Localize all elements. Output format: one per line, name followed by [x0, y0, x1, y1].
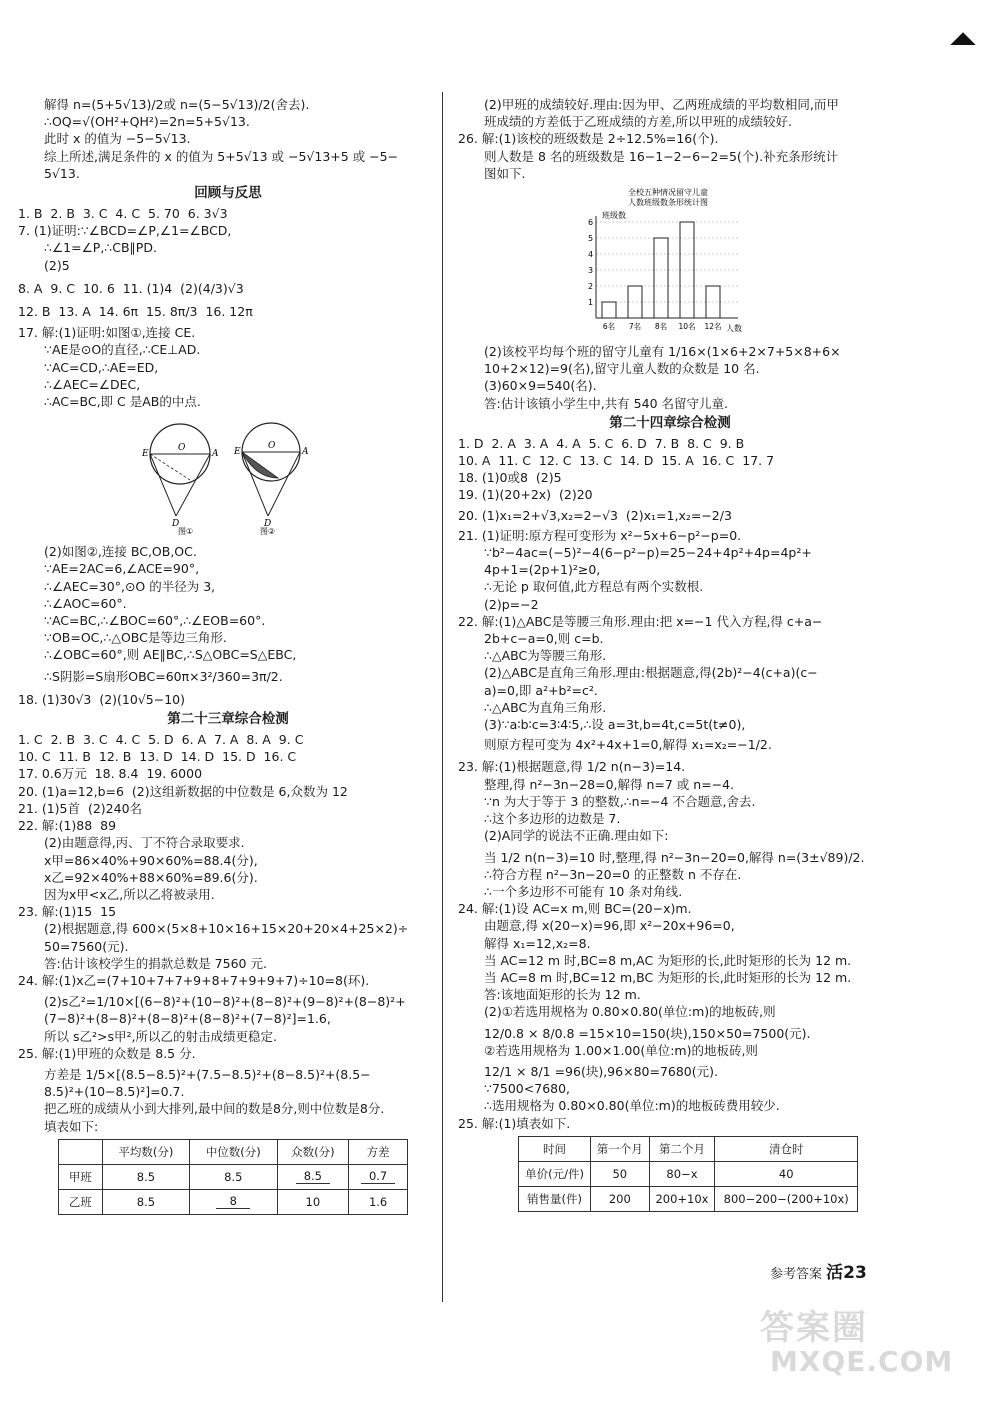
text-line: ∵AC=CD,∴AE=ED, [44, 359, 159, 375]
text-line: 解得 n=(5+5√13)/2或 n=(5−5√13)/2(舍去). [44, 97, 310, 112]
text-line: (2)根据题意,得 600×(5×8+10×16+15×20+20×4+25×2)÷ [44, 921, 409, 937]
text-line: ∴∠AOC=60°. [44, 595, 127, 611]
text-line: 20. (1)a=12,b=6 (2)这组新数据的中位数是 6,众数为 12 [18, 783, 348, 799]
point-label: A [302, 447, 309, 458]
right-column [458, 96, 882, 1212]
table-cell: 销售量(件) [519, 1186, 591, 1211]
text-line: x甲=86×40%+90×60%=88.4(分), [44, 852, 258, 868]
text-line: 17. 解:(1)证明:如图①,连接 CE. [18, 325, 196, 341]
table-header-cell: 清仓时 [715, 1136, 858, 1161]
text-line: 7. (1)证明:∵∠BCD=∠P,∠1=∠BCD, [18, 223, 232, 239]
text-line: 则原方程可变为 4x²+4x+1=0,解得 x₁=x₂=−1/2. [484, 737, 772, 753]
text-line: 图如下. [484, 165, 526, 181]
text-line: 25. 解:(1)甲班的众数是 8.5 分. [18, 1045, 196, 1061]
text-line: ∴∠AEC=∠DEC, [44, 376, 141, 392]
point-label: O [268, 441, 276, 452]
text-line: (2)①若选用规格为 0.80×0.80(单位:m)的地板砖,则 [484, 1004, 776, 1020]
table-row [59, 1164, 408, 1189]
bar [680, 222, 694, 318]
point-label: A [212, 449, 219, 460]
table-row [519, 1186, 858, 1211]
text-line: ∴∠OBC=60°,则 AE∥BC,∴S△OBC=S△EBC, [44, 647, 297, 663]
text-line: (3)60×9=540(名). [484, 378, 597, 394]
y-tick-label: 2 [588, 282, 594, 292]
text-line: 此时 x 的值为 −5−5√13. [44, 131, 191, 147]
left-block-1 [18, 96, 438, 182]
text-line: 17. 0.6万元 18. 8.4 19. 6000 [18, 766, 203, 782]
bar [654, 238, 668, 318]
class-score-table [58, 1139, 408, 1215]
text-line: (2)5 [44, 257, 70, 273]
table-header-cell: 平均数(分) [102, 1139, 189, 1164]
text-line: ∵AE是⊙O的直径,∴CE⊥AD. [44, 342, 201, 358]
text-line: (2)A同学的说法不正确.理由如下: [484, 828, 669, 844]
footer-label: 参考答案 [770, 1267, 823, 1282]
table-header-cell: 第一个月 [591, 1136, 649, 1161]
text-line: ∴符合方程 n²−3n−20=0 的正整数 n 不存在. [484, 866, 742, 882]
table-header-cell: 中位数(分) [190, 1139, 277, 1164]
text-line: ∴∠1=∠P,∴CB∥PD. [44, 240, 157, 256]
text-line: 23. 解:(1)15 15 [18, 904, 117, 920]
text-line: 22. 解:(1)88 89 [18, 818, 117, 834]
text-line: ∵n 为大于等于 3 的整数,∴n=−4 不合题意,舍去. [484, 793, 756, 809]
text-line: 1. D 2. A 3. A 4. A 5. C 6. D 7. B 8. C 9. B [458, 435, 745, 451]
text-line: ∵AC=BC,∴∠BOC=60°,∴∠EOB=60°. [44, 613, 266, 629]
text-line: 1. C 2. B 3. C 4. C 5. D 6. A 7. A 8. A 9. C [18, 732, 304, 748]
text-line: 因为x甲<x乙,所以乙将被录用. [44, 886, 215, 902]
text-line: ∵AE=2AC=6,∠ACE=90°, [44, 561, 200, 577]
text-line: ∴选用规格为 0.80×0.80(单位:m)的地板砖费用较少. [484, 1098, 780, 1114]
text-line: 21. (1)证明:原方程可变形为 x²−5x+6−p²−p=0. [458, 527, 742, 543]
bars-group [588, 218, 738, 331]
right-block-1 [458, 96, 882, 182]
text-line: 当 AC=8 m 时,BC=12 m,BC 为矩形的长,此时矩形的长为 12 m. [484, 969, 852, 985]
text-line: 12/0.8 × 8/0.8 =15×10=150(块),150×50=7500(元). [484, 1025, 811, 1041]
text-line: ∴这个多边形的边数是 7. [484, 811, 621, 827]
section-heading: 第二十四章综合检测 [609, 414, 731, 431]
text-line: 24. 解:(1)x乙=(7+10+7+7+9+8+7+9+9+7)÷10=8(环). [18, 972, 370, 988]
text-line: 整理,得 n²−3n−28=0,解得 n=7 或 n=−4. [484, 776, 735, 792]
text-line: 18. (1)0或8 (2)5 [458, 470, 562, 486]
text-line: (2)△ABC是直角三角形.理由:根据题意,得(2b)²−4(c+a)(c− [484, 665, 818, 681]
figure-caption: 图② [260, 527, 276, 537]
table-row [519, 1161, 858, 1186]
text-line: ∵b²−4ac=(−5)²−4(6−p²−p)=25−24+4p²+4p=4p²+ [484, 545, 812, 561]
text-line: 22. 解:(1)△ABC是等腰三角形.理由:把 x=−1 代入方程,得 c+a− [458, 613, 823, 629]
table-cell: 甲班 [59, 1164, 103, 1189]
text-line: 18. (1)30√3 (2)(10√5−10) [18, 691, 185, 707]
left-block-4 [18, 731, 438, 1135]
text-line: 则人数是 8 名的班级数是 16−1−2−6−2=5(个).补充条形统计 [484, 148, 839, 164]
text-line: 1. B 2. B 3. C 4. C 5. 70 6. 3√3 [18, 206, 228, 222]
text-line: 8. A 9. C 10. 6 11. (1)4 (2)(4/3)√3 [18, 280, 244, 296]
text-line: ∴AC=BC,即 C 是AB的中点. [44, 394, 201, 410]
text-line: ∴△ABC为等腰三角形. [484, 648, 607, 664]
text-line: 5√13. [44, 165, 80, 181]
text-line: 10. C 11. B 12. B 13. D 14. D 15. D 16. C [18, 749, 297, 765]
text-line: 8.5)²+(10−8.5)²]=0.7. [44, 1084, 185, 1100]
text-line: 26. 解:(1)该校的班级数是 2÷12.5%=16(个). [458, 131, 719, 147]
text-line: 由题意,得 x(20−x)=96,即 x²−20x+96=0, [484, 918, 735, 934]
filled-answer: 8 [216, 1194, 250, 1209]
table-cell: 乙班 [59, 1189, 103, 1214]
text-line: (7−8)²+(8−8)²+(8−8)²+(8−8)²+(7−8)²]=1.6, [44, 1011, 331, 1027]
text-line: ∵7500<7680, [484, 1081, 571, 1097]
text-line: 答:估计该镇小学生中,共有 540 名留守儿童. [484, 395, 728, 411]
bar [628, 286, 642, 318]
text-line: 50=7560(元). [44, 938, 129, 954]
text-line: ∴△ABC为直角三角形. [484, 699, 607, 715]
text-line: 综上所述,满足条件的 x 的值为 5+5√13 或 −5√13+5 或 −5− [44, 148, 399, 164]
y-tick-label: 4 [588, 250, 594, 260]
y-tick-label: 5 [588, 234, 594, 244]
text-line: 19. (1)(20+2x) (2)20 [458, 487, 593, 503]
y-tick-label: 6 [588, 218, 594, 228]
table-cell: 200+10x [649, 1186, 715, 1211]
point-label: D [172, 519, 180, 530]
text-line: 25. 解:(1)填表如下. [458, 1115, 571, 1131]
chart-xlabel: 人数 [726, 324, 742, 334]
x-tick-label: 6名 [602, 322, 616, 332]
watermark-url: MXQE.COM [770, 1345, 954, 1378]
text-line: 23. 解:(1)根据题意,得 1/2 n(n−3)=14. [458, 759, 686, 775]
table-cell: 50 [591, 1161, 649, 1186]
page-number: 活23 [826, 1263, 867, 1283]
text-line: 当 1/2 n(n−3)=10 时,整理,得 n²−3n−20=0,解得 n=(3±√89)/2. [484, 849, 865, 865]
text-line: (2)甲班的成绩较好.理由:因为甲、乙两班成绩的平均数相同,而甲 [484, 97, 839, 112]
point-label: E [142, 449, 149, 460]
table-cell: 1.6 [349, 1189, 408, 1214]
text-line: 12/1 × 8/1 =96(块),96×80=7680(元). [484, 1063, 718, 1079]
filled-answer: 0.7 [361, 1169, 395, 1184]
bar [602, 302, 616, 318]
point-label: O [178, 443, 186, 454]
text-line: 12. B 13. A 14. 6π 15. 8π/3 16. 12π [18, 304, 253, 320]
section-heading: 回顾与反思 [194, 185, 262, 202]
right-block-2 [458, 343, 882, 412]
text-line: 20. (1)x₁=2+√3,x₂=2−√3 (2)x₁=1,x₂=−2/3 [458, 507, 732, 523]
text-line: ∴∠AEC=30°,⊙O 的半径为 3, [44, 578, 216, 594]
table-cell: 40 [715, 1161, 858, 1186]
text-line: (2)p=−2 [484, 596, 539, 612]
text-line: 当 AC=12 m 时,BC=8 m,AC 为矩形的长,此时矩形的长为 12 m. [484, 952, 852, 968]
text-line: ∴一个多边形不可能有 10 条对角线. [484, 883, 683, 899]
table-cell: 800−200−(200+10x) [715, 1186, 858, 1211]
watermark-logo: 答案圈 [760, 1308, 868, 1348]
text-line: (2)如图②,连接 BC,OB,OC. [44, 544, 197, 560]
figure-caption: 图① [178, 527, 194, 537]
left-block-3 [18, 543, 438, 708]
table-cell: 8.5 [102, 1164, 189, 1189]
right-block-3 [458, 435, 882, 1132]
table-row [59, 1189, 408, 1214]
text-line: (2)该校平均每个班的留守儿童有 1/16×(1×6+2×7+5×8+6× [484, 344, 841, 360]
text-line: x乙=92×40%+88×60%=89.6(分). [44, 869, 258, 885]
x-tick-label: 12名 [704, 322, 722, 332]
text-line: 24. 解:(1)设 AC=x m,则 BC=(20−x)m. [458, 901, 692, 917]
table-header-cell: 方差 [349, 1139, 408, 1164]
table-cell: 8.5 [102, 1189, 189, 1214]
text-line: 解得 x₁=12,x₂=8. [484, 935, 591, 951]
x-tick-label: 10名 [678, 322, 696, 332]
text-line: a)=0,即 a²+b²=c². [484, 682, 598, 698]
chart-ylabel: 班级数 [602, 211, 626, 221]
text-line: ∴OQ=√(OH²+QH²)=2n=5+5√13. [44, 114, 250, 130]
text-line: 方差是 1/5×[(8.5−8.5)²+(7.5−8.5)²+(8−8.5)²+(8.5− [44, 1066, 371, 1082]
chart-title-line2: 人数班级数条形统计图 [628, 198, 708, 208]
filled-answer: 8.5 [296, 1169, 330, 1184]
table-cell: 单价(元/件) [519, 1161, 591, 1186]
table-cell: 200 [591, 1186, 649, 1211]
text-line: ∴S阴影=S扇形OBC=60π×3²/360=3π/2. [44, 668, 283, 684]
chart-title: 全校五种情况留守儿童 [628, 188, 708, 198]
left-column [18, 96, 438, 1215]
text-line: ∴无论 p 取何值,此方程总有两个实数根. [484, 579, 704, 595]
text-line: 答:估计该校学生的捐款总数是 7560 元. [44, 955, 267, 971]
text-line: 10. A 11. C 12. C 13. C 14. D 15. A 16. C 17. 7 [458, 453, 775, 469]
page-footer [770, 1258, 867, 1283]
point-label: D [264, 519, 272, 530]
text-line: ∵OB=OC,∴△OBC是等边三角形. [44, 630, 227, 646]
y-tick-label: 3 [588, 266, 594, 276]
table-header-row [59, 1139, 408, 1164]
text-line: 班成绩的方差低于乙班成绩的方差,所以甲班的成绩较好. [484, 114, 792, 130]
table-header-cell: 时间 [519, 1136, 591, 1161]
y-tick-label: 1 [588, 298, 594, 308]
table-header-cell [59, 1139, 103, 1164]
text-line: 答:该地面矩形的长为 12 m. [484, 987, 641, 1003]
text-line: (3)∵a∶b∶c=3∶4∶5,∴设 a=3t,b=4t,c=5t(t≠0), [484, 717, 746, 733]
left-block-2 [18, 205, 438, 410]
bar-chart [578, 186, 882, 339]
sales-table [518, 1136, 858, 1212]
geometry-figure [138, 416, 328, 536]
text-line: 4p+1=(2p+1)²≥0, [484, 562, 601, 578]
table-cell: 80−x [649, 1161, 715, 1186]
text-line: 把乙班的成绩从小到大排列,最中间的数是8分,则中位数是8分. [44, 1101, 385, 1117]
text-line: 21. (1)5首 (2)240名 [18, 800, 143, 816]
table-cell [349, 1164, 408, 1189]
text-line: ②若选用规格为 1.00×1.00(单位:m)的地板砖,则 [484, 1042, 758, 1058]
table-cell: 8.5 [190, 1164, 277, 1189]
text-line: 所以 s乙²>s甲²,所以乙的射击成绩更稳定. [44, 1028, 277, 1044]
table-header-cell: 第二个月 [649, 1136, 715, 1161]
table-cell: 10 [277, 1189, 349, 1214]
circle-figures [138, 416, 438, 539]
bar-chart-svg [578, 186, 758, 336]
x-tick-label: 8名 [654, 322, 668, 332]
text-line: 填表如下: [44, 1118, 99, 1134]
text-line: 10+2×12)=9(名),留守儿童人数的众数是 10 名. [484, 361, 760, 377]
corner-mark [950, 32, 975, 57]
text-line: 2b+c−a=0,则 c=b. [484, 631, 604, 647]
column-divider [442, 92, 443, 1302]
table-cell [190, 1189, 277, 1214]
table-header-cell: 众数(分) [277, 1139, 349, 1164]
section-heading: 第二十三章综合检测 [167, 711, 289, 728]
text-line: (2)由题意得,丙、丁不符合录取要求. [44, 835, 245, 851]
table-header-row [519, 1136, 858, 1161]
x-tick-label: 7名 [628, 322, 642, 332]
table-cell [277, 1164, 349, 1189]
point-label: E [234, 447, 241, 458]
text-line: (2)s乙²=1/10×[(6−8)²+(10−8)²+(8−8)²+(9−8)²+(8−8)²+ [44, 994, 406, 1010]
